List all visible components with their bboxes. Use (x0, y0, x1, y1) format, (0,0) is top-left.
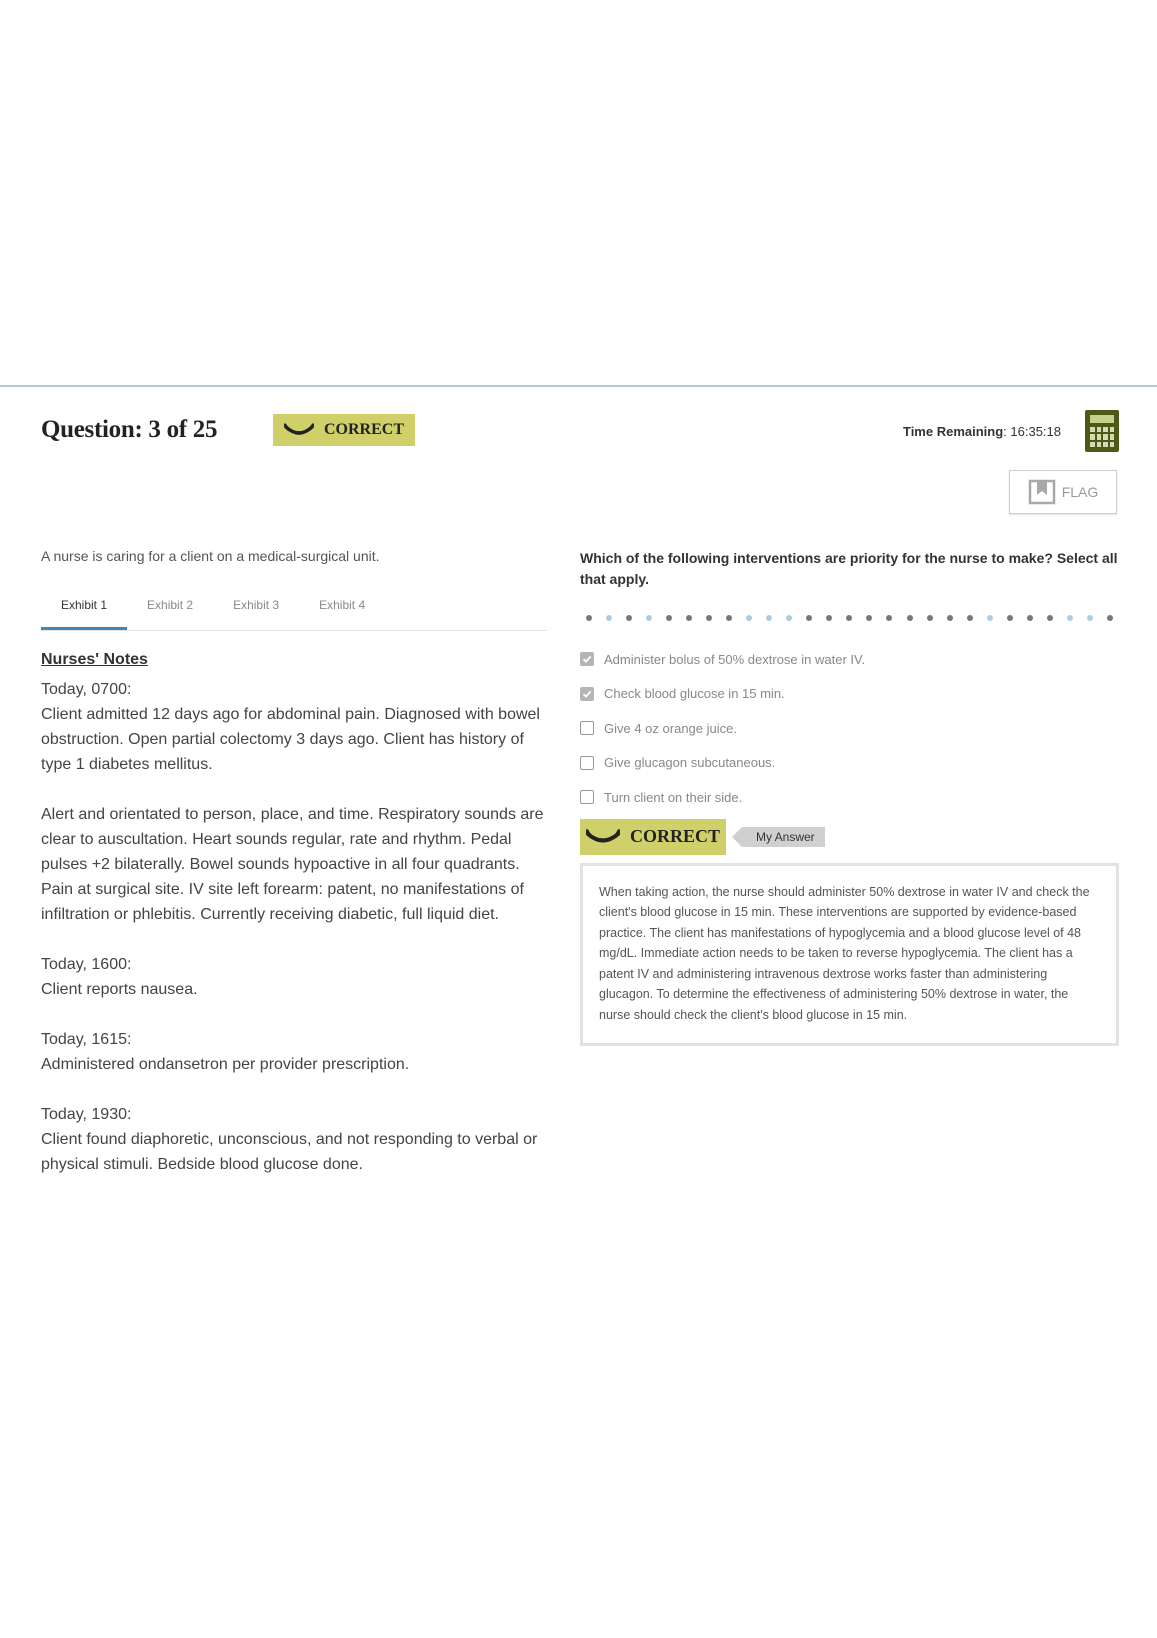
option-label: Give glucagon subcutaneous. (604, 755, 776, 770)
calculator-icon[interactable] (1085, 410, 1119, 452)
correct-badge-label: CORRECT (323, 421, 404, 438)
progress-dot (886, 615, 892, 621)
nurses-notes-heading: Nurses' Notes (41, 651, 148, 668)
progress-dot (987, 615, 993, 621)
progress-dot (626, 615, 632, 621)
progress-dots (580, 612, 1119, 624)
note-text: Administered ondansetron per provider prescription. (41, 1056, 410, 1073)
option-check-glucose[interactable] (580, 683, 1119, 705)
option-label: Check blood glucose in 15 min. (604, 686, 785, 701)
note-text: Client found diaphoretic, unconscious, and not responding to verbal or physical stimuli. Bedside blood glucose done. (41, 1131, 538, 1173)
question-header (41, 410, 1119, 460)
correct-badge (273, 414, 415, 446)
option-administer-dextrose[interactable] (580, 648, 1119, 670)
case-study-panel (41, 548, 547, 1177)
checkbox-checked[interactable] (580, 687, 594, 701)
answer-options (580, 648, 1119, 808)
option-glucagon[interactable] (580, 752, 1119, 774)
progress-dot (967, 615, 973, 621)
progress-dot (586, 615, 592, 621)
my-answer-tag: My Answer (742, 827, 825, 847)
exhibit-tabs (41, 592, 547, 631)
progress-dot (866, 615, 872, 621)
progress-dot (786, 615, 792, 621)
note-text: Client admitted 12 days ago for abdominal pain. Diagnosed with bowel obstruction. Open partial colectomy 3 days ago. Client has history of type 1 diabetes mellitus. (41, 706, 540, 773)
progress-dot (826, 615, 832, 621)
option-turn-client[interactable] (580, 786, 1119, 808)
question-panel (580, 548, 1119, 1046)
result-correct-badge (580, 819, 726, 855)
option-label: Give 4 oz orange juice. (604, 720, 737, 736)
progress-dot (1107, 615, 1113, 621)
option-label: Administer bolus of 50% dextrose in water IV. (604, 651, 866, 667)
note-entry (41, 1102, 547, 1177)
note-time: Today, 0700: (41, 681, 132, 698)
tab-exhibit-3[interactable]: Exhibit 3 (233, 598, 280, 612)
checkbox-unchecked[interactable] (580, 721, 594, 735)
progress-dot (686, 615, 692, 621)
tab-exhibit-1[interactable]: Exhibit 1 (41, 592, 127, 630)
progress-dot (1027, 615, 1033, 621)
note-entry (41, 802, 547, 927)
option-label: Turn client on their side. (604, 789, 743, 805)
question-title: Question: 3 of 25 (41, 416, 218, 443)
result-label: CORRECT (629, 826, 720, 846)
tab-exhibit-2[interactable]: Exhibit 2 (147, 598, 194, 612)
progress-dot (646, 615, 652, 621)
correct-swoosh-icon (284, 423, 314, 437)
time-remaining (903, 424, 1061, 439)
note-text: Client reports nausea. (41, 981, 198, 998)
progress-dot (666, 615, 672, 621)
progress-dot (1047, 615, 1053, 621)
progress-dot (947, 615, 953, 621)
note-time: Today, 1615: (41, 1031, 132, 1048)
note-text: Alert and orientated to person, place, and time. Respiratory sounds are clear to auscultation. Heart sounds regular, rate and rhythm. Pedal pulses +2 bilaterally. Bowel sounds hypoactive in all four quadrants. Pain at surgical site. IV site left forearm: patent, no manifestations of infiltration or phlebitis. Currently receiving diabetic, full liquid diet. (41, 806, 544, 923)
note-time: Today, 1600: (41, 956, 132, 973)
option-orange-juice[interactable] (580, 717, 1119, 739)
bookmark-icon (1028, 479, 1056, 505)
checkbox-unchecked[interactable] (580, 756, 594, 770)
note-entry (41, 677, 547, 777)
calculator-keys (1090, 427, 1114, 447)
progress-dot (907, 615, 913, 621)
checkbox-unchecked[interactable] (580, 790, 594, 804)
progress-dot (606, 615, 612, 621)
checkbox-checked[interactable] (580, 652, 594, 666)
progress-dot (706, 615, 712, 621)
note-entry (41, 952, 547, 1002)
progress-dot (806, 615, 812, 621)
progress-dot (846, 615, 852, 621)
flag-label: FLAG (1061, 484, 1099, 500)
progress-dot (1007, 615, 1013, 621)
progress-dot (766, 615, 772, 621)
rationale-box: When taking action, the nurse should administer 50% dextrose in water IV and check the client's blood glucose in 15 min. These interventions are supported by evidence-based practice. The client has manifestations of hypoglycemia and a blood glucose level of 48 mg/dL. Immediate action needs to be taken to reverse hypoglycemia. The client has a patent IV and administering intravenous dextrose works faster than administering glucagon. To determine the effectiveness of administering 50% dextrose in water, the nurse should check the client's blood glucose in 15 min. (580, 863, 1119, 1047)
progress-dot (927, 615, 933, 621)
header-divider (0, 385, 1157, 387)
progress-dot (1087, 615, 1093, 621)
time-remaining-value: : 16:35:18 (1003, 424, 1061, 439)
correct-swoosh-icon (586, 829, 620, 845)
note-entry (41, 1027, 547, 1077)
case-intro: A nurse is caring for a client on a medical-surgical unit. (41, 548, 380, 564)
check-icon (582, 654, 592, 664)
progress-dot (1067, 615, 1073, 621)
progress-dot (746, 615, 752, 621)
result-row (580, 819, 1119, 855)
time-remaining-label: Time Remaining (902, 424, 1004, 439)
question-text: Which of the following interventions are priority for the nurse to make? Select all that apply. (580, 550, 1118, 587)
note-time: Today, 1930: (41, 1106, 132, 1123)
calculator-screen (1090, 415, 1114, 423)
tab-exhibit-4[interactable]: Exhibit 4 (319, 598, 366, 612)
check-icon (582, 689, 592, 699)
flag-button[interactable] (1009, 470, 1117, 514)
progress-dot (726, 615, 732, 621)
